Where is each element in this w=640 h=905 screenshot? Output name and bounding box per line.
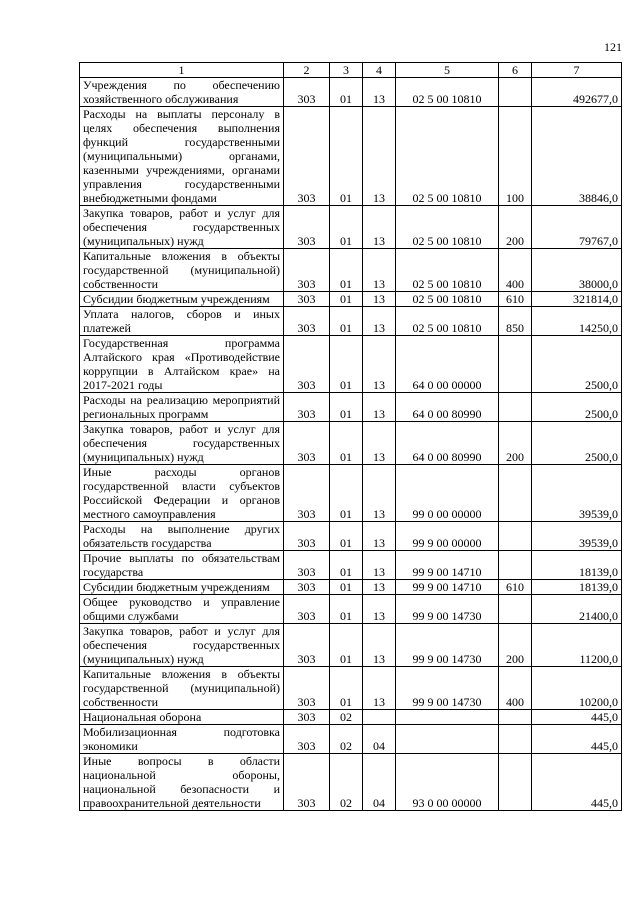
target-article-cell: 02 5 00 10810 — [396, 206, 499, 249]
section-code-cell: 02 — [330, 710, 363, 725]
table-row — [80, 710, 622, 725]
row-name-cell: Мобилизационная подготовка экономики — [80, 725, 284, 754]
target-article-cell — [396, 710, 499, 725]
amount-cell: 11200,0 — [532, 624, 622, 667]
ministry-code-cell: 303 — [284, 78, 330, 107]
ministry-code-cell: 303 — [284, 710, 330, 725]
subsection-code-cell: 13 — [363, 393, 396, 422]
table-row — [80, 725, 622, 754]
table-row — [80, 595, 622, 624]
table-row — [80, 667, 622, 710]
section-code-cell: 01 — [330, 292, 363, 307]
expense-type-cell — [499, 522, 532, 551]
row-name-cell: Иные вопросы в области национальной обороны, национальной безопасности и правоохранительной деятельности — [80, 754, 284, 811]
subsection-code-cell: 13 — [363, 307, 396, 336]
table-row — [80, 206, 622, 249]
amount-cell: 18139,0 — [532, 580, 622, 595]
target-article-cell: 02 5 00 10810 — [396, 249, 499, 292]
column-header: 5 — [396, 63, 499, 78]
amount-cell: 21400,0 — [532, 595, 622, 624]
row-name-cell: Закупка товаров, работ и услуг для обеспечения государственных (муниципальных) нужд — [80, 624, 284, 667]
target-article-cell: 64 0 00 00000 — [396, 336, 499, 393]
row-name-cell: Национальная оборона — [80, 710, 284, 725]
row-name-cell: Иные расходы органов государственной власти субъектов Российской Федерации и органов местного самоуправления — [80, 465, 284, 522]
table-row — [80, 107, 622, 206]
amount-cell: 321814,0 — [532, 292, 622, 307]
subsection-code-cell: 13 — [363, 249, 396, 292]
ministry-code-cell: 303 — [284, 292, 330, 307]
row-name-cell: Расходы на реализацию мероприятий региональных программ — [80, 393, 284, 422]
target-article-cell: 02 5 00 10810 — [396, 107, 499, 206]
budget-table — [79, 62, 622, 811]
row-name-cell: Расходы на выполнение других обязательств государства — [80, 522, 284, 551]
table-row — [80, 551, 622, 580]
row-name-cell: Общее руководство и управление общими службами — [80, 595, 284, 624]
amount-cell: 38846,0 — [532, 107, 622, 206]
subsection-code-cell — [363, 710, 396, 725]
expense-type-cell — [499, 78, 532, 107]
amount-cell: 79767,0 — [532, 206, 622, 249]
column-header: 1 — [80, 63, 284, 78]
column-header: 3 — [330, 63, 363, 78]
ministry-code-cell: 303 — [284, 754, 330, 811]
column-header: 2 — [284, 63, 330, 78]
section-code-cell: 01 — [330, 206, 363, 249]
table-row — [80, 624, 622, 667]
row-name-cell: Закупка товаров, работ и услуг для обеспечения государственных (муниципальных) нужд — [80, 206, 284, 249]
ministry-code-cell: 303 — [284, 522, 330, 551]
amount-cell: 38000,0 — [532, 249, 622, 292]
expense-type-cell: 100 — [499, 107, 532, 206]
section-code-cell: 01 — [330, 667, 363, 710]
ministry-code-cell: 303 — [284, 551, 330, 580]
target-article-cell: 99 0 00 00000 — [396, 465, 499, 522]
section-code-cell: 01 — [330, 107, 363, 206]
amount-cell: 14250,0 — [532, 307, 622, 336]
ministry-code-cell: 303 — [284, 667, 330, 710]
table-row — [80, 422, 622, 465]
ministry-code-cell: 303 — [284, 307, 330, 336]
row-name-cell: Учреждения по обеспечению хозяйственного обслуживания — [80, 78, 284, 107]
subsection-code-cell: 13 — [363, 522, 396, 551]
row-name-cell: Капитальные вложения в объекты государственной (муниципальной) собственности — [80, 667, 284, 710]
section-code-cell: 01 — [330, 393, 363, 422]
subsection-code-cell: 13 — [363, 465, 396, 522]
expense-type-cell: 610 — [499, 580, 532, 595]
amount-cell: 2500,0 — [532, 422, 622, 465]
expense-type-cell: 400 — [499, 249, 532, 292]
expense-type-cell: 200 — [499, 624, 532, 667]
table-header-row — [80, 63, 622, 78]
row-name-cell: Закупка товаров, работ и услуг для обеспечения государственных (муниципальных) нужд — [80, 422, 284, 465]
subsection-code-cell: 13 — [363, 292, 396, 307]
section-code-cell: 01 — [330, 522, 363, 551]
amount-cell: 492677,0 — [532, 78, 622, 107]
target-article-cell: 99 9 00 14730 — [396, 595, 499, 624]
ministry-code-cell: 303 — [284, 725, 330, 754]
table-row — [80, 580, 622, 595]
section-code-cell: 01 — [330, 249, 363, 292]
target-article-cell: 02 5 00 10810 — [396, 78, 499, 107]
section-code-cell: 01 — [330, 78, 363, 107]
subsection-code-cell: 13 — [363, 580, 396, 595]
section-code-cell: 01 — [330, 307, 363, 336]
subsection-code-cell: 04 — [363, 725, 396, 754]
expense-type-cell — [499, 754, 532, 811]
subsection-code-cell: 13 — [363, 336, 396, 393]
table-row — [80, 307, 622, 336]
ministry-code-cell: 303 — [284, 595, 330, 624]
table-row — [80, 336, 622, 393]
section-code-cell: 02 — [330, 725, 363, 754]
ministry-code-cell: 303 — [284, 336, 330, 393]
expense-type-cell: 200 — [499, 422, 532, 465]
table-row — [80, 249, 622, 292]
amount-cell: 39539,0 — [532, 522, 622, 551]
amount-cell: 39539,0 — [532, 465, 622, 522]
table-row — [80, 754, 622, 811]
subsection-code-cell: 13 — [363, 595, 396, 624]
target-article-cell: 64 0 00 80990 — [396, 393, 499, 422]
amount-cell: 445,0 — [532, 725, 622, 754]
row-name-cell: Прочие выплаты по обязательствам государства — [80, 551, 284, 580]
row-name-cell: Субсидии бюджетным учреждениям — [80, 292, 284, 307]
ministry-code-cell: 303 — [284, 206, 330, 249]
ministry-code-cell: 303 — [284, 465, 330, 522]
column-header: 4 — [363, 63, 396, 78]
section-code-cell: 01 — [330, 422, 363, 465]
target-article-cell: 93 0 00 00000 — [396, 754, 499, 811]
row-name-cell: Субсидии бюджетным учреждениям — [80, 580, 284, 595]
expense-type-cell — [499, 336, 532, 393]
expense-type-cell — [499, 725, 532, 754]
amount-cell: 445,0 — [532, 710, 622, 725]
row-name-cell: Капитальные вложения в объекты государственной (муниципальной) собственности — [80, 249, 284, 292]
ministry-code-cell: 303 — [284, 249, 330, 292]
subsection-code-cell: 13 — [363, 78, 396, 107]
subsection-code-cell: 13 — [363, 206, 396, 249]
subsection-code-cell: 13 — [363, 667, 396, 710]
row-name-cell: Государственная программа Алтайского края «Противодействие коррупции в Алтайском крае» на 2017-2021 годы — [80, 336, 284, 393]
table-row — [80, 78, 622, 107]
target-article-cell: 02 5 00 10810 — [396, 307, 499, 336]
expense-type-cell: 200 — [499, 206, 532, 249]
section-code-cell: 01 — [330, 551, 363, 580]
table-row — [80, 393, 622, 422]
expense-type-cell: 850 — [499, 307, 532, 336]
subsection-code-cell: 13 — [363, 551, 396, 580]
row-name-cell: Расходы на выплаты персоналу в целях обеспечения выполнения функций государственными (муниципальными) органами, казенными учреждениями, органами управления государственными внебюджетными фондами — [80, 107, 284, 206]
section-code-cell: 01 — [330, 465, 363, 522]
target-article-cell: 99 9 00 14730 — [396, 624, 499, 667]
expense-type-cell — [499, 551, 532, 580]
column-header: 7 — [532, 63, 622, 78]
target-article-cell — [396, 725, 499, 754]
expense-type-cell — [499, 710, 532, 725]
subsection-code-cell: 13 — [363, 422, 396, 465]
target-article-cell: 64 0 00 80990 — [396, 422, 499, 465]
row-name-cell: Уплата налогов, сборов и иных платежей — [80, 307, 284, 336]
target-article-cell: 99 9 00 00000 — [396, 522, 499, 551]
section-code-cell: 01 — [330, 580, 363, 595]
section-code-cell: 01 — [330, 336, 363, 393]
subsection-code-cell: 13 — [363, 624, 396, 667]
amount-cell: 2500,0 — [532, 336, 622, 393]
expense-type-cell — [499, 465, 532, 522]
page-number: 121 — [604, 40, 622, 54]
subsection-code-cell: 04 — [363, 754, 396, 811]
ministry-code-cell: 303 — [284, 580, 330, 595]
amount-cell: 445,0 — [532, 754, 622, 811]
subsection-code-cell: 13 — [363, 107, 396, 206]
table-row — [80, 465, 622, 522]
ministry-code-cell: 303 — [284, 107, 330, 206]
expense-type-cell: 400 — [499, 667, 532, 710]
expense-type-cell — [499, 393, 532, 422]
section-code-cell: 01 — [330, 595, 363, 624]
target-article-cell: 99 9 00 14730 — [396, 667, 499, 710]
target-article-cell: 99 9 00 14710 — [396, 551, 499, 580]
section-code-cell: 01 — [330, 624, 363, 667]
table-row — [80, 292, 622, 307]
section-code-cell: 02 — [330, 754, 363, 811]
amount-cell: 2500,0 — [532, 393, 622, 422]
ministry-code-cell: 303 — [284, 393, 330, 422]
amount-cell: 10200,0 — [532, 667, 622, 710]
amount-cell: 18139,0 — [532, 551, 622, 580]
table-row — [80, 522, 622, 551]
expense-type-cell: 610 — [499, 292, 532, 307]
target-article-cell: 02 5 00 10810 — [396, 292, 499, 307]
expense-type-cell — [499, 595, 532, 624]
column-header: 6 — [499, 63, 532, 78]
ministry-code-cell: 303 — [284, 624, 330, 667]
target-article-cell: 99 9 00 14710 — [396, 580, 499, 595]
ministry-code-cell: 303 — [284, 422, 330, 465]
